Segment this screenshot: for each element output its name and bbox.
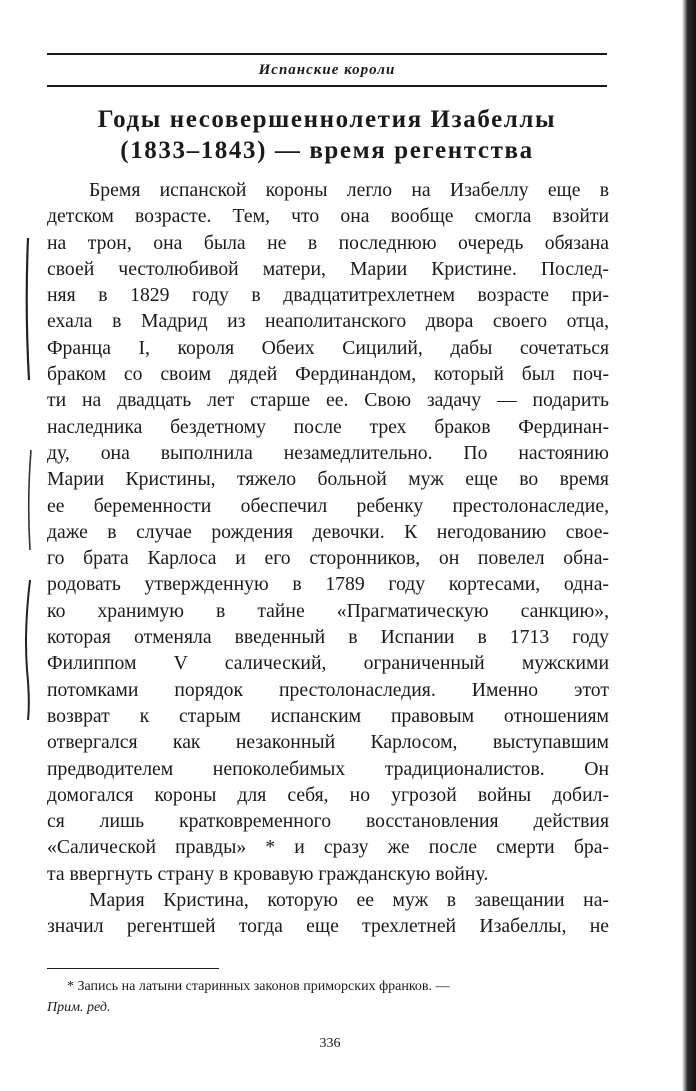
text-line: возврат к старым испанским правовым отношениям xyxy=(47,704,609,727)
text-line: ся лишь кратковременного восстановления действия xyxy=(47,810,609,833)
text-line: ее беременности обеспечил ребенку престолонаследие, xyxy=(47,494,609,517)
text-line: которая отменяла введенный в Испании в 1713 году xyxy=(47,626,609,649)
text-line: отвергался как незаконный Карлосом, выступавшим xyxy=(47,731,609,754)
text-line: няя в 1829 году в двадцатитрехлетнем возрасте при- xyxy=(47,284,609,307)
text-line: ехала в Мадрид из неаполитанского двора своего отца, xyxy=(47,310,609,333)
text-line: браком со своим дядей Фердинандом, который был поч- xyxy=(47,363,609,386)
text-line: «Салической правды» * и сразу же после смерти бра- xyxy=(47,836,609,859)
text-line: своей честолюбивой матери, Марии Кристине. Послед- xyxy=(47,257,609,280)
text-line: родовать утвержденную в 1789 году кортесами, одна- xyxy=(47,573,609,596)
paragraph-1 xyxy=(47,177,609,887)
footnote-rule xyxy=(47,968,219,969)
text-line: Филиппом V салический, ограниченный мужскими xyxy=(47,652,609,675)
running-title: Испанские короли xyxy=(258,62,396,78)
chapter-title-line-2: (1833–1843) — время регентства xyxy=(120,137,534,164)
chapter-title-line-1: Годы несовершеннолетия Изабеллы xyxy=(97,106,557,133)
text-line: предводителем непоколебимых традиционалистов. Он xyxy=(47,757,609,780)
text-line: Мария Кристина, которую ее муж в завещании на- xyxy=(89,889,609,912)
text-line: та ввергнуть страну в кровавую гражданскую войну. xyxy=(47,862,489,885)
paragraph-2 xyxy=(47,887,609,940)
running-header xyxy=(47,53,607,87)
footnote-text: * Запись на латыни старинных законов приморских франков. — xyxy=(67,979,450,994)
margin-pencil-marks xyxy=(8,230,38,750)
text-line: на трон, она была не в последнюю очередь обязана xyxy=(47,231,609,254)
footnote xyxy=(47,976,609,1018)
text-line: го брата Карлоса и его сторонников, он повелел обна- xyxy=(47,547,609,570)
chapter-title xyxy=(47,104,607,166)
text-line: детском возрасте. Тем, что она вообще смогла взойти xyxy=(47,205,609,228)
text-line: наследника бездетному после трех браков Фердинан- xyxy=(47,415,609,438)
text-line: потомками порядок престолонаследия. Именно этот xyxy=(47,678,609,701)
text-line: ду, она выполнила незамедлительно. По настоянию xyxy=(47,441,609,464)
text-line: домогался короны для себя, но угрозой войны добил- xyxy=(47,783,609,806)
text-line: даже в случае рождения девочки. К негодованию свое- xyxy=(47,520,609,543)
text-line: Марии Кристины, тяжело больной муж еще во время xyxy=(47,468,609,491)
text-line: Бремя испанской короны легло на Изабеллу еще в xyxy=(89,179,609,201)
text-line: ко хранимую в тайне «Прагматическую санкцию», xyxy=(47,599,609,622)
text-line: ти на двадцать лет старше ее. Свою задачу — подарить xyxy=(47,389,609,412)
text-line: Франца I, короля Обеих Сицилий, дабы сочетаться xyxy=(47,336,609,359)
footnote-editor-note: Прим. ред. xyxy=(47,1000,111,1015)
body-text xyxy=(47,177,609,940)
scan-binding-edge xyxy=(682,0,696,1091)
text-line: значил регентшей тогда еще трехлетней Изабеллы, не xyxy=(47,915,609,938)
page-number: 336 xyxy=(319,1036,341,1051)
